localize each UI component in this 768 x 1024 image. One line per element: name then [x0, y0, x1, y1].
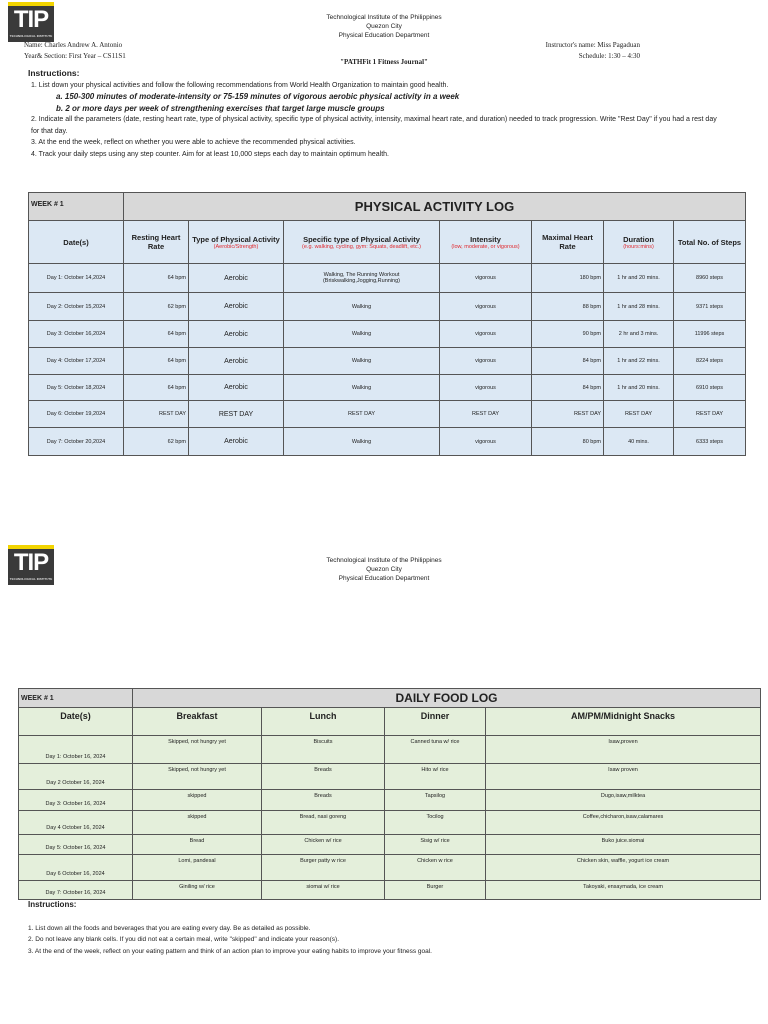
header-hint: (low, moderate, or vigorous) [451, 243, 520, 250]
column-header: Dinner [385, 708, 486, 736]
table-cell: 1 hr and 22 mins. [604, 348, 674, 375]
table-cell: Skipped, not hungry yet [133, 736, 262, 764]
table-cell: Day 5: October 16, 2024 [19, 835, 133, 855]
instructions-title: Instructions: [28, 68, 80, 78]
instruction-item: a. 150-300 minutes of moderate-intensity or 75-159 minutes of vigorous aerobic physical activity in a week [56, 92, 460, 101]
city: Quezon City [366, 23, 402, 30]
table-cell: Day 4: October 17,2024 [29, 348, 124, 375]
table-cell: vigorous [440, 375, 532, 401]
header-label: Date(s) [63, 237, 89, 247]
table-cell: Day 6 October 16, 2024 [19, 855, 133, 881]
table-cell: Day 7: October 16, 2024 [19, 881, 133, 900]
table-cell: Day 5: October 18,2024 [29, 375, 124, 401]
table-cell: Takoyaki, ensaymada, ice cream [486, 881, 761, 900]
table-cell: 1 hr and 28 mins. [604, 293, 674, 321]
header-label: Intensity [470, 234, 501, 244]
table-cell: Aerobic [189, 264, 284, 293]
table-cell: Aerobic [189, 375, 284, 401]
table-cell: Day 2: October 15,2024 [29, 293, 124, 321]
tip-logo: TIP TECHNOLOGICAL INSTITUTE [8, 2, 54, 42]
department: Physical Education Department [338, 32, 430, 39]
table-cell: Burger patty w rice [262, 855, 385, 881]
table-cell: vigorous [440, 348, 532, 375]
table-row [19, 790, 761, 811]
schedule: Schedule: 1:30 – 4:30 [578, 52, 640, 60]
instruction-item: 3. At the end of the week, reflect on your eating pattern and think of an action plan to improve your eating habits to improve your fitness goal. [28, 947, 432, 955]
table-cell: Bread, nasi goreng [262, 811, 385, 835]
table-cell: Sisig w/ rice [385, 835, 486, 855]
table-row [19, 855, 761, 881]
table-cell: Canned tuna w/ rice [385, 736, 486, 764]
student-info [24, 40, 126, 62]
table-row [29, 401, 746, 428]
logo-text: TIP [13, 549, 49, 576]
table-row [19, 881, 761, 900]
school-name: Technological Institute of the Philippines [326, 557, 442, 564]
column-header [124, 221, 189, 264]
student-name: Name: Charles Andrew A. Antonio [24, 41, 123, 49]
table-cell: 8224 steps [674, 348, 746, 375]
header-label: Specific type of Physical Activity [303, 234, 420, 244]
table-cell: 62 bpm [124, 428, 189, 456]
instructor-name: Instructor's name: Miss Pagaduan [545, 41, 640, 49]
table-cell: 84 bpm [532, 348, 604, 375]
table-cell: 64 bpm [124, 321, 189, 348]
table-cell: Isaw,proven [486, 736, 761, 764]
instructions-activity [28, 68, 748, 160]
table-row [29, 428, 746, 456]
column-header: Lunch [262, 708, 385, 736]
header-label: Maximal Heart Rate [542, 233, 593, 251]
table-cell: 64 bpm [124, 264, 189, 293]
table-cell: Aerobic [189, 321, 284, 348]
table-cell: Burger [385, 881, 486, 900]
header-hint: (Aerobic/Strength) [213, 243, 259, 250]
table-row [29, 293, 746, 321]
week-label: WEEK # 1 [19, 689, 133, 708]
instruction-item: 1. List down all the foods and beverages that you are eating every day. Be as detailed as possible. [28, 924, 311, 932]
table-row [29, 321, 746, 348]
table-cell: Day 2 October 16, 2024 [19, 764, 133, 790]
table-cell: REST DAY [440, 401, 532, 428]
logo-text: TIP [13, 6, 49, 33]
table-cell: vigorous [440, 293, 532, 321]
table-cell: Walking [284, 428, 440, 456]
table-cell: Giniling w/ rice [133, 881, 262, 900]
table-cell: Tapsilog [385, 790, 486, 811]
table-row [19, 736, 761, 764]
table-cell: 90 bpm [532, 321, 604, 348]
table-cell: siomai w/ rice [262, 881, 385, 900]
table-cell: Walking [284, 293, 440, 321]
table-cell: Aerobic [189, 428, 284, 456]
table-row [29, 264, 746, 293]
instruction-item: 2. Do not leave any blank cells. If you did not eat a certain meal, write "skipped" and indicate your reason(s). [28, 936, 340, 943]
column-header: AM/PM/Midnight Snacks [486, 708, 761, 736]
table-cell: 9371 steps [674, 293, 746, 321]
table-cell: 180 bpm [532, 264, 604, 293]
table-cell: 64 bpm [124, 375, 189, 401]
table-cell: 84 bpm [532, 375, 604, 401]
column-header: Date(s) [19, 708, 133, 736]
table-cell: Day 4 October 16, 2024 [19, 811, 133, 835]
table-cell: Walking, The Running Workout (Briskwalking,Jogging,Running) [284, 264, 440, 293]
table-cell: vigorous [440, 428, 532, 456]
table-cell: Chicken skin, waffle, yogurt ice cream [486, 855, 761, 881]
school-name: Technological Institute of the Philippines [326, 14, 442, 21]
table-cell: Biscuits [262, 736, 385, 764]
physical-activity-log-table [28, 192, 746, 456]
instructions-food [28, 899, 748, 957]
table-cell: REST DAY [124, 401, 189, 428]
table-cell: REST DAY [189, 401, 284, 428]
city: Quezon City [366, 566, 402, 573]
table-cell: Coffee,chicharon,isaw,calamares [486, 811, 761, 835]
table-cell: 62 bpm [124, 293, 189, 321]
table-cell: REST DAY [674, 401, 746, 428]
journal-title: "PATHFit 1 Fitness Journal" [340, 58, 428, 66]
table-cell: Day 7: October 20,2024 [29, 428, 124, 456]
table-cell: Day 1: October 14,2024 [29, 264, 124, 293]
table-cell: Skipped, not hungry yet [133, 764, 262, 790]
table-cell: 40 mins. [604, 428, 674, 456]
table-cell: 80 bpm [532, 428, 604, 456]
table-cell: Day 3: October 16,2024 [29, 321, 124, 348]
table-cell: Day 3: October 16, 2024 [19, 790, 133, 811]
instruction-item: b. 2 or more days per week of strengthening exercises that target large muscle groups [56, 103, 385, 113]
table-cell: Dugo,isaw,milktea [486, 790, 761, 811]
table-row [19, 811, 761, 835]
header-hint: (e.g. walking, cycling, gym: Squats, deadlift, etc.) [302, 243, 421, 250]
table-cell: 2 hr and 3 mins. [604, 321, 674, 348]
table-cell: REST DAY [284, 401, 440, 428]
table-row [19, 764, 761, 790]
header-label: Resting Heart Rate [131, 233, 181, 251]
table-cell: Lomi, pandesal [133, 855, 262, 881]
table-cell: Aerobic [189, 293, 284, 321]
table-cell: 6910 steps [674, 375, 746, 401]
table-row [29, 348, 746, 375]
column-header [29, 221, 124, 264]
table-title: DAILY FOOD LOG [133, 689, 761, 708]
column-header [189, 221, 284, 264]
table-cell: Buko juice.siomai [486, 835, 761, 855]
table-cell: Breads [262, 764, 385, 790]
table-cell: Isaw proven [486, 764, 761, 790]
week-label: WEEK # 1 [29, 193, 124, 221]
table-cell: vigorous [440, 321, 532, 348]
table-cell: 6333 steps [674, 428, 746, 456]
header-hint: (hours:mins) [623, 243, 654, 250]
table-cell: Day 1: October 16, 2024 [19, 736, 133, 764]
table-cell: Hito w/ rice [385, 764, 486, 790]
instructions-title: Instructions: [28, 900, 77, 909]
table-cell: Aerobic [189, 348, 284, 375]
table-cell: 1 hr and 20 mins. [604, 375, 674, 401]
table-cell: 8960 steps [674, 264, 746, 293]
column-header [284, 221, 440, 264]
table-cell: Day 6: October 19,2024 [29, 401, 124, 428]
table-cell: Chicken w rice [385, 855, 486, 881]
table-cell: 1 hr and 20 mins. [604, 264, 674, 293]
student-section: Year& Section: First Year – CS11S1 [24, 52, 126, 60]
header-label: Duration [623, 234, 654, 244]
instruction-item: 2. Indicate all the parameters (date, resting heart rate, type of physical activity, specific type of physical activity, intensity, maximal heart rate, and duration) needed to track progression. Write "Rest Day" if you had a rest day for that day. [31, 116, 717, 135]
table-cell: Walking [284, 375, 440, 401]
header-label: Type of Physical Activity [192, 234, 280, 244]
table-title: PHYSICAL ACTIVITY LOG [124, 193, 746, 221]
daily-food-log-table [18, 688, 761, 900]
column-header [674, 221, 746, 264]
instruction-item: 3. At the end the week, reflect on whether you were able to achieve the recommended physical activities. [31, 139, 356, 146]
table-cell: skipped [133, 790, 262, 811]
table-cell: REST DAY [604, 401, 674, 428]
instruction-item: 1. List down your physical activities and follow the following recommendations from World Health Organization to maintain good health. [31, 81, 449, 89]
column-header: Breakfast [133, 708, 262, 736]
table-cell: Tocilog [385, 811, 486, 835]
table-cell: skipped [133, 811, 262, 835]
column-header [532, 221, 604, 264]
page-header [234, 13, 534, 40]
tip-logo: TIP TECHNOLOGICAL INSTITUTE [8, 545, 54, 585]
table-cell: Bread [133, 835, 262, 855]
table-cell: Breads [262, 790, 385, 811]
table-cell: Walking [284, 348, 440, 375]
instructor-info [480, 40, 640, 62]
page-header-2 [234, 556, 534, 583]
department: Physical Education Department [338, 575, 430, 582]
table-cell: 64 bpm [124, 348, 189, 375]
column-header [440, 221, 532, 264]
table-cell: REST DAY [532, 401, 604, 428]
table-cell: 88 bpm [532, 293, 604, 321]
table-cell: Chicken w/ rice [262, 835, 385, 855]
instruction-item: 4. Track your daily steps using any step counter. Aim for at least 10,000 steps each day to maintain optimum health. [31, 150, 389, 158]
table-row [19, 835, 761, 855]
table-cell: 11996 steps [674, 321, 746, 348]
column-header [604, 221, 674, 264]
table-cell: Walking [284, 321, 440, 348]
header-label: Total No. of Steps [677, 237, 742, 247]
table-cell: vigorous [440, 264, 532, 293]
table-row [29, 375, 746, 401]
